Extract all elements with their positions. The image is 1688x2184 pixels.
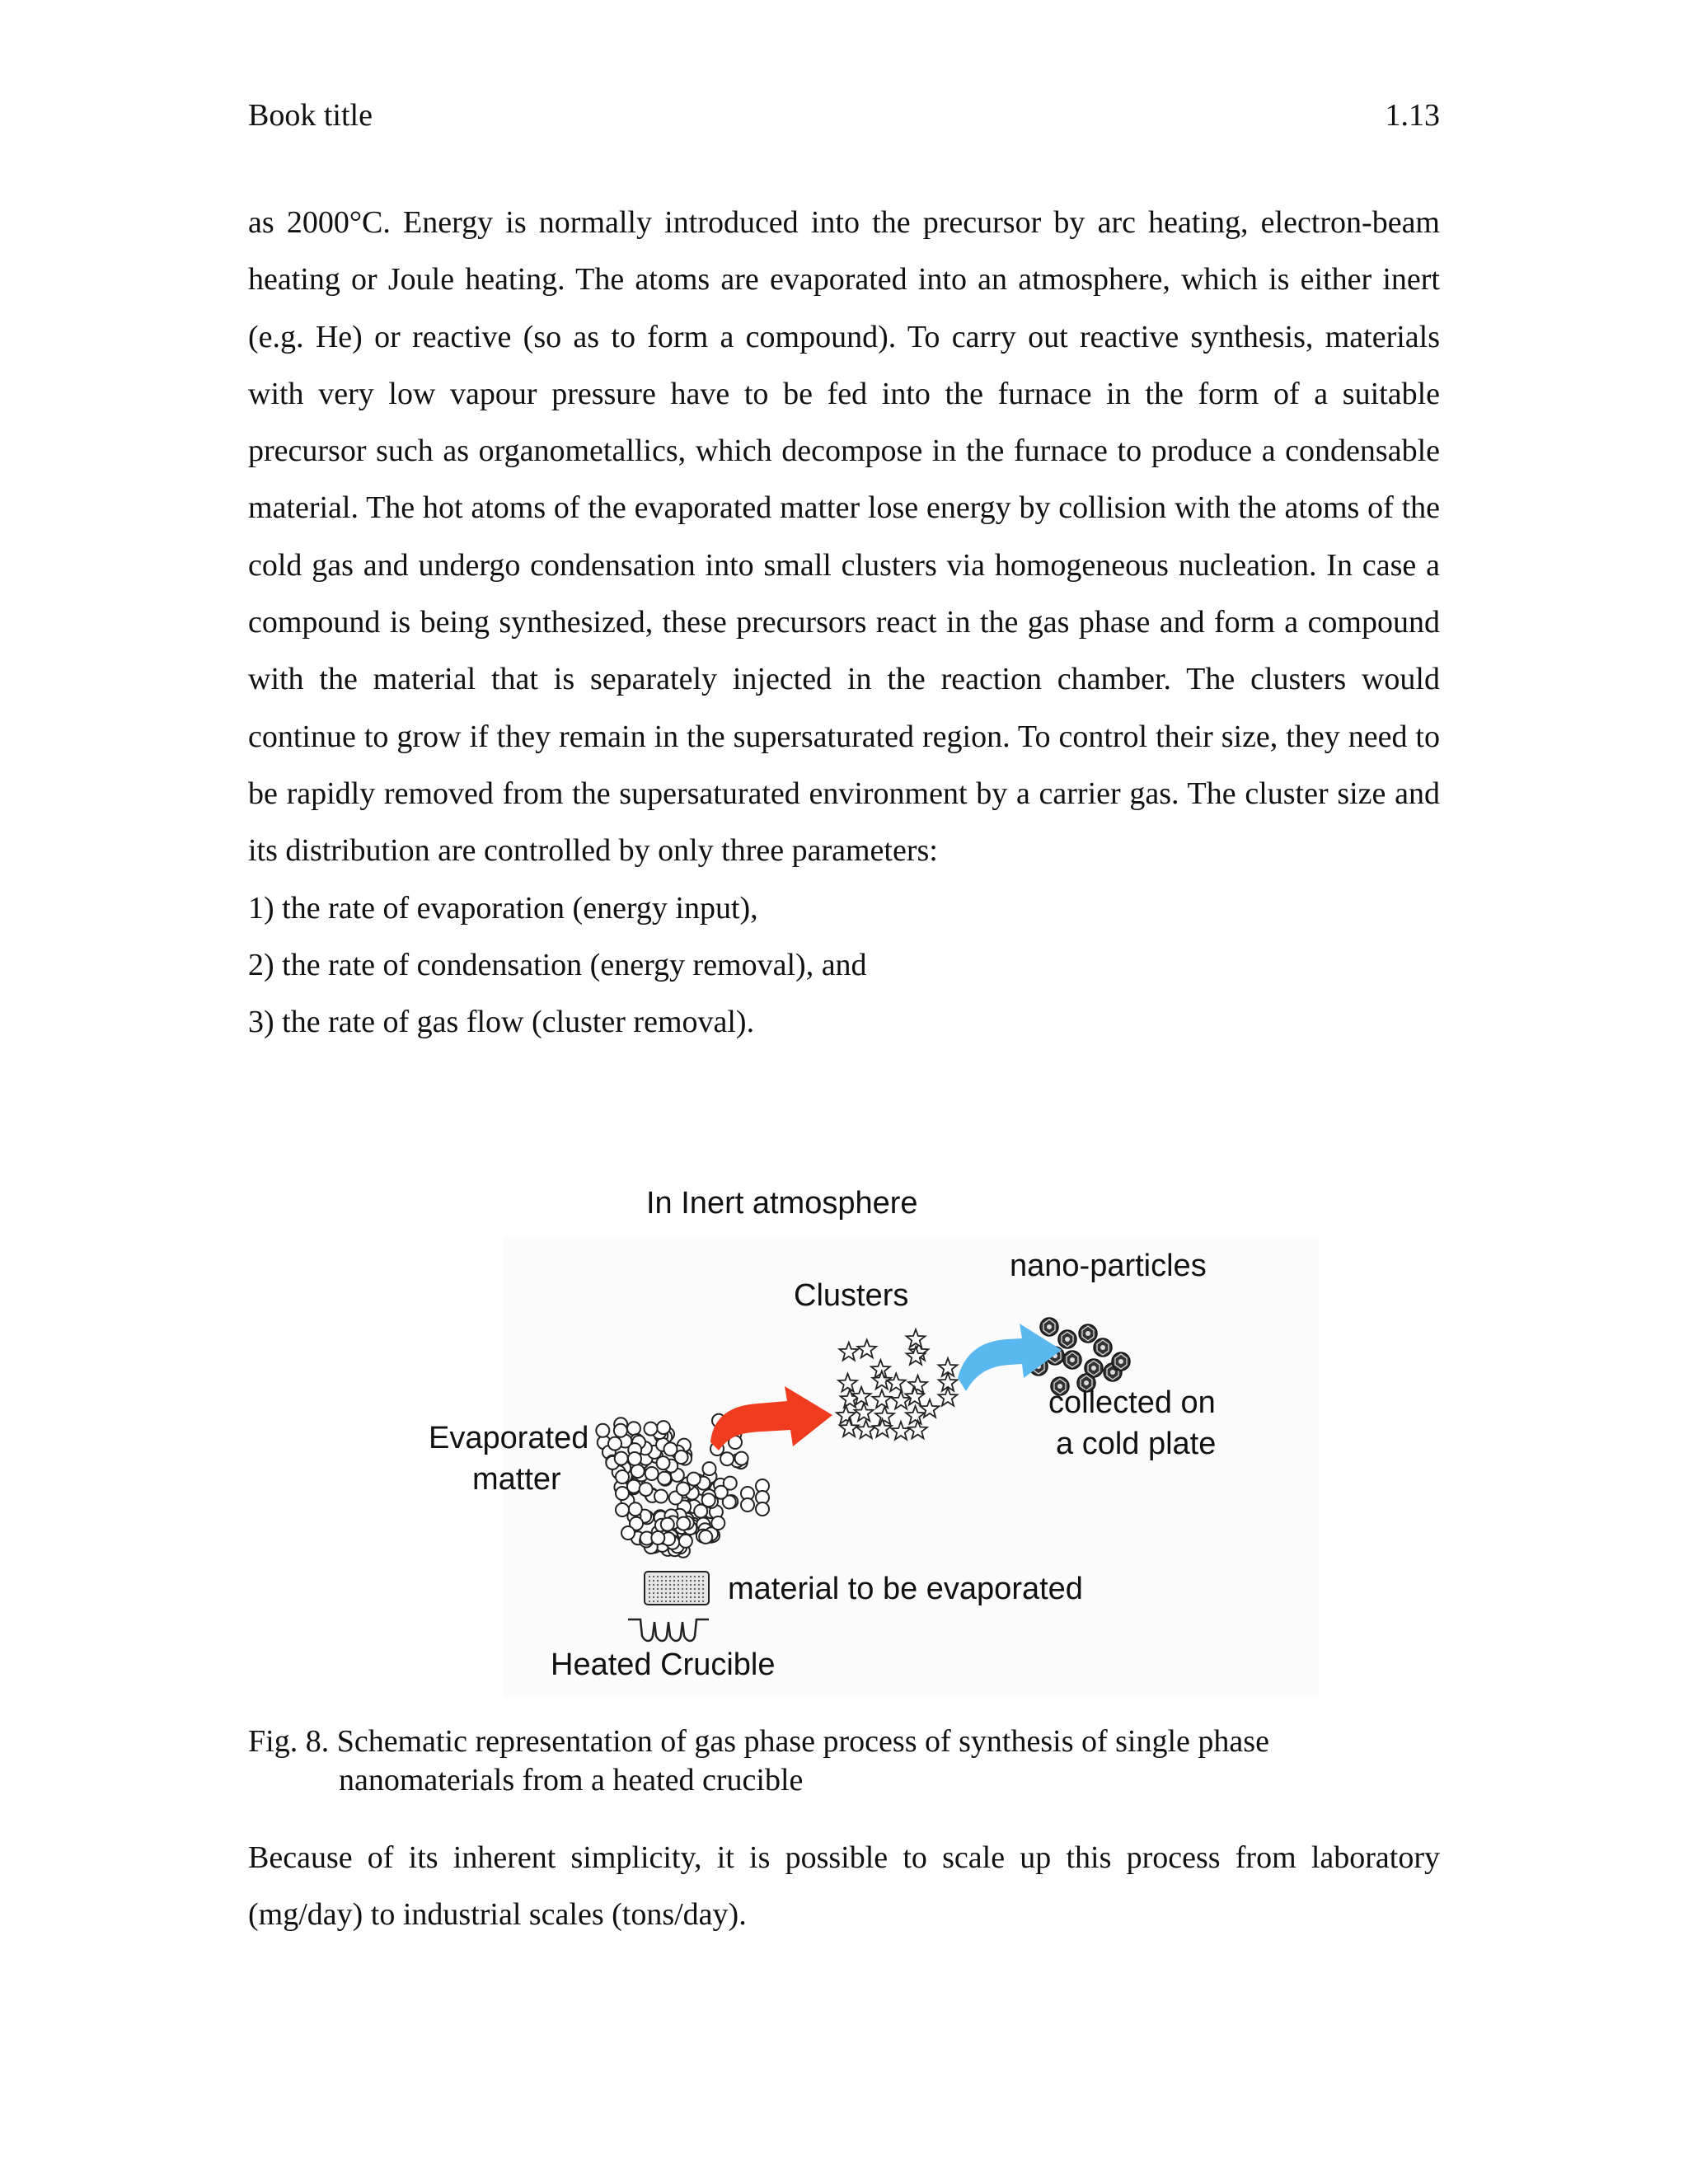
evaporated-particle	[664, 1442, 678, 1455]
evaporated-particle	[645, 1422, 658, 1436]
evaporated-particle	[640, 1483, 653, 1496]
evaporated-particle	[741, 1498, 754, 1511]
closing-paragraph: Because of its inherent simplicity, it is possible to scale up this process from laboratory (mg/day) to industrial scales (tons/day).	[248, 1840, 1440, 1933]
evaporated-particle	[703, 1462, 716, 1475]
evaporated-particle	[651, 1531, 664, 1544]
evaporated-particle	[735, 1452, 748, 1465]
running-header	[248, 97, 1440, 138]
evaporated-particle	[645, 1467, 659, 1480]
caption-line-2: nanomaterials from a heated crucible	[339, 1763, 804, 1797]
list-item: 3) the rate of gas flow (cluster removal).	[248, 1005, 755, 1040]
nano-particle	[1112, 1352, 1130, 1371]
evaporated-particle	[679, 1535, 692, 1548]
evaporated-particle	[629, 1502, 642, 1516]
figure-caption	[248, 1722, 1440, 1800]
evaporated-particle	[711, 1516, 724, 1530]
evaporated-particle	[627, 1422, 640, 1435]
evaporated-particle	[657, 1421, 670, 1434]
evaporated-particle	[616, 1503, 629, 1516]
page-number: 1.13	[1385, 98, 1440, 133]
figure-8	[412, 1170, 1319, 1698]
label-material: material to be evaporated	[728, 1572, 1083, 1606]
label-evaporated: Evaporated	[429, 1421, 589, 1455]
label-heated-crucible: Heated Crucible	[551, 1647, 776, 1682]
evaporated-particle	[628, 1452, 641, 1465]
evaporated-particle	[677, 1517, 690, 1530]
evaporated-particle	[615, 1452, 628, 1465]
caption-line-1: Fig. 8. Schematic representation of gas phase process of synthesis of single phase	[248, 1724, 1269, 1759]
label-nano-particles: nano-particles	[1010, 1249, 1207, 1283]
evaporated-particle	[687, 1473, 701, 1486]
evaporated-particle	[631, 1465, 645, 1478]
closing-text	[248, 1830, 1440, 1944]
book-title: Book title	[248, 98, 373, 133]
main-text	[248, 194, 1440, 1051]
figure-title: In Inert atmosphere	[646, 1186, 918, 1221]
label-matter: matter	[472, 1462, 561, 1497]
evaporated-particle	[616, 1487, 629, 1500]
evaporated-particle	[715, 1486, 728, 1499]
list-item: 2) the rate of condensation (energy removal), and	[248, 947, 867, 982]
evaporated-particle	[614, 1424, 627, 1437]
nano-particle	[1058, 1330, 1076, 1348]
body-paragraph: as 2000°C. Energy is normally introduced into the precursor by arc heating, electron-beam heating or Joule heating. The atoms are evaporated into an atmosphere, which is either inert (e.g. He) or reactive (so as to form a compound). To carry out reactive synthesis, materials with very low vapour pressure have to be fed into the furnace in the form of a suitable precursor such as organometallics, which decompose in the furnace to produce a condensable material. The hot atoms of the evaporated matter lose energy by collision with the atoms of the cold gas and undergo condensation into small clusters via homogeneous nucleation. In case a compound is being synthesized, these precursors react in the gas phase and form a compound with the material that is separately injected in the reaction chamber. The clusters would continue to grow if they remain in the supersaturated region. To control their size, they need to be rapidly removed from the supersaturated environment by a carrier gas. The cluster size and its distribution are controlled by only three parameters:	[248, 205, 1440, 869]
evaporated-particle	[657, 1456, 670, 1469]
evaporated-particle	[702, 1493, 715, 1507]
nano-particle	[1040, 1318, 1058, 1336]
nano-particle	[1079, 1324, 1097, 1343]
label-clusters: Clusters	[794, 1278, 909, 1313]
evaporated-particle	[661, 1518, 674, 1531]
evaporated-particle	[596, 1424, 609, 1437]
label-cold-plate: a cold plate	[1056, 1427, 1217, 1461]
nano-particle	[1063, 1351, 1081, 1369]
evaporated-particle	[654, 1490, 668, 1503]
evaporated-particle	[658, 1472, 671, 1485]
evaporated-particle	[608, 1437, 621, 1451]
evaporated-particle	[677, 1483, 690, 1496]
label-collected-on: collected on	[1048, 1385, 1216, 1420]
evaporated-particle	[621, 1526, 635, 1540]
list-item: 1) the rate of evaporation (energy input),	[248, 890, 758, 926]
evaporated-particle	[616, 1470, 629, 1483]
evaporated-particle	[756, 1502, 769, 1516]
evaporated-particle	[699, 1530, 712, 1544]
nano-particle	[1094, 1338, 1112, 1357]
evaporated-particle	[720, 1452, 734, 1465]
